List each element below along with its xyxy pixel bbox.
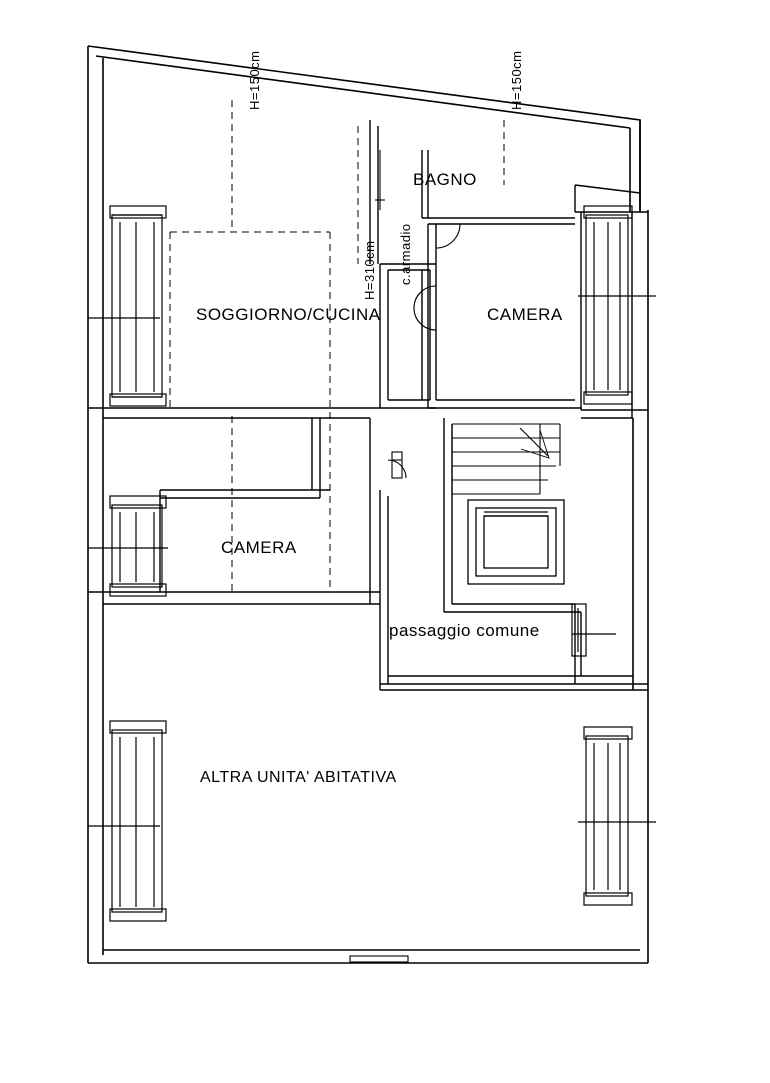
room-label-bagno: BAGNO [413, 170, 477, 189]
room-label-soggiorno-cucina: SOGGIORNO/CUCINA [196, 305, 381, 324]
interior-walls [88, 120, 648, 690]
room-label-camera-1: CAMERA [487, 305, 563, 324]
height-annotation-center: H=310cm [362, 240, 377, 300]
staircase [452, 424, 560, 494]
room-label-altra-unita: ALTRA UNITA' ABITATIVA [200, 769, 397, 786]
leader-lines [88, 296, 656, 826]
height-annotation-left: H=150cm [247, 50, 262, 110]
windows-left [110, 206, 166, 921]
room-label-passaggio-comune: passaggio comune [389, 621, 540, 640]
elevator-shaft [468, 500, 564, 584]
room-label-cabina-armadio: c.armadio [398, 223, 413, 285]
room-label-camera-2: CAMERA [221, 538, 297, 557]
height-annotation-right: H=150cm [509, 50, 524, 110]
